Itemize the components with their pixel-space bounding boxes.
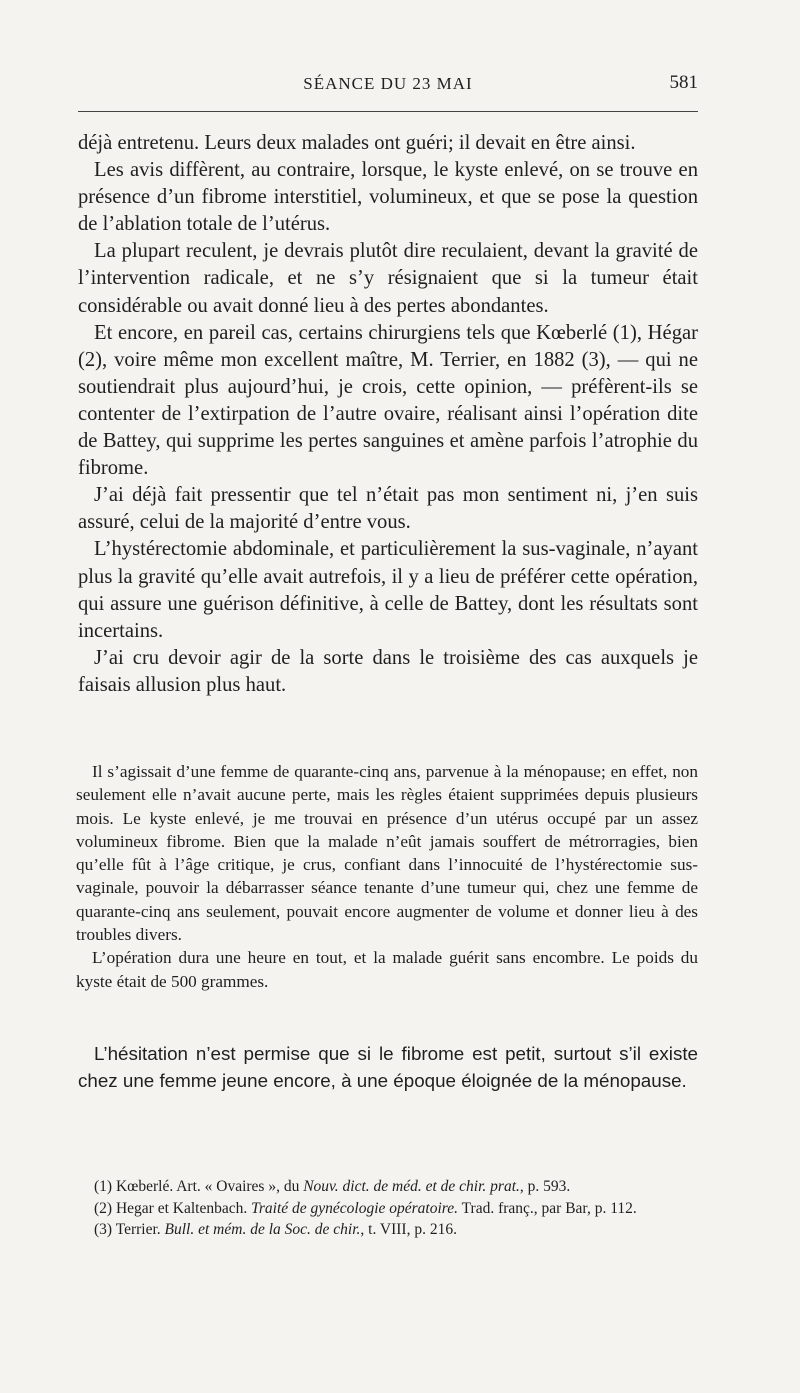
footnote: [78, 1219, 698, 1241]
footnote-number: (2): [94, 1199, 113, 1217]
footnote: [78, 1198, 698, 1220]
footnote-title: Bull. et mém. de la Soc. de chir.: [164, 1221, 361, 1238]
footnote-text: , p. 593.: [519, 1178, 571, 1195]
footnote: [78, 1176, 698, 1198]
paragraph: Et encore, en pareil cas, certains chirurgiens tels que Kœberlé (1), Hégar (2), voire même mon excellent maître, M. Terrier, en 1882 (3), — qui ne soutiendrait plus aujourd’hui, je crois, cette opinion, — préfèrent-ils se contenter de l’extirpation de l’autre ovaire, réalisant ainsi l’opération dite de Battey, qui supprime les pertes sanguines et amène parfois l’atrophie du fibrome.: [78, 321, 698, 480]
paragraph: L’opération dura une heure en tout, et la malade guérit sans encombre. Le poids du kyste était de 500 grammes.: [76, 948, 698, 991]
footnote-text: Kœberlé. Art. « Ovaires », du: [115, 1178, 304, 1195]
paragraph: déjà entretenu. Leurs deux malades ont guéri; il devait en être ainsi.: [78, 132, 636, 154]
footnote-title: Traité de gynécologie opératoire.: [251, 1199, 459, 1217]
footnote-number: (3): [94, 1221, 113, 1238]
main-text: [78, 130, 698, 699]
paragraph: J’ai déjà fait pressentir que tel n’était pas mon sentiment ni, j’en suis assuré, celui de la majorité d’entre vous.: [78, 484, 698, 534]
footnote-number: (1): [94, 1178, 113, 1195]
paragraph: L’hystérectomie abdominale, et particulièrement la sus-vaginale, n’ayant plus la gravité qu’elle avait autrefois, il y a lieu de préférer cette opération, qui assure une guérison définitive, à celle de Battey, dont les résultats sont incertains.: [78, 538, 698, 642]
footnote-text: Trad. franç., par Bar, p. 112.: [458, 1199, 637, 1217]
paragraph: L’hésitation n’est permise que si le fibrome est petit, surtout s’il existe chez une femme jeune encore, à une époque éloignée de la ménopause.: [78, 1043, 698, 1091]
footnote-title: Nouv. dict. de méd. et de chir. prat.: [303, 1178, 520, 1195]
paragraph: La plupart reculent, je devrais plutôt dire reculaient, devant la gravité de l’intervention radicale, et ne s’y résignaient que si la tumeur était considérable ou avait donné lieu à des pertes abondantes.: [78, 240, 698, 317]
case-report: [76, 760, 698, 993]
header-title: SÉANCE DU 23 MAI: [303, 74, 473, 93]
footnote-text: , t. VIII, p. 216.: [360, 1221, 457, 1238]
running-header: [78, 66, 698, 96]
footnote-text: Hegar et Kaltenbach.: [115, 1199, 252, 1217]
header-rule: [78, 111, 698, 112]
footnotes: [78, 1176, 698, 1241]
concluding-text: [78, 1040, 698, 1094]
paragraph: Il s’agissait d’une femme de quarante-cinq ans, parvenue à la ménopause; en effet, non seulement elle n’avait aucune perte, mais les règles étaient supprimées depuis plusieurs mois. Le kyste enlevé, je me trouvai en présence d’un utérus occupé par un assez volumineux fibrome. Bien que la malade n’eût jamais souffert de métrorragies, bien qu’elle fût à l’âge critique, je crus, confiant dans l’innocuité de l’hystérectomie sus-vaginale, pouvoir la débarrasser séance tenante d’une tumeur qui, chez une femme de quarante-cinq ans seulement, pouvait encore augmenter de volume et donner lieu à des troubles divers.: [76, 762, 698, 945]
paragraph: J’ai cru devoir agir de la sorte dans le troisième des cas auxquels je faisais allusion plus haut.: [78, 646, 698, 696]
page-number: 581: [669, 72, 698, 93]
paragraph: Les avis diffèrent, au contraire, lorsque, le kyste enlevé, on se trouve en présence d’un fibrome interstitiel, volumineux, et que se pose la question de l’ablation totale de l’utérus.: [78, 159, 698, 236]
footnote-text: Terrier.: [115, 1221, 165, 1238]
